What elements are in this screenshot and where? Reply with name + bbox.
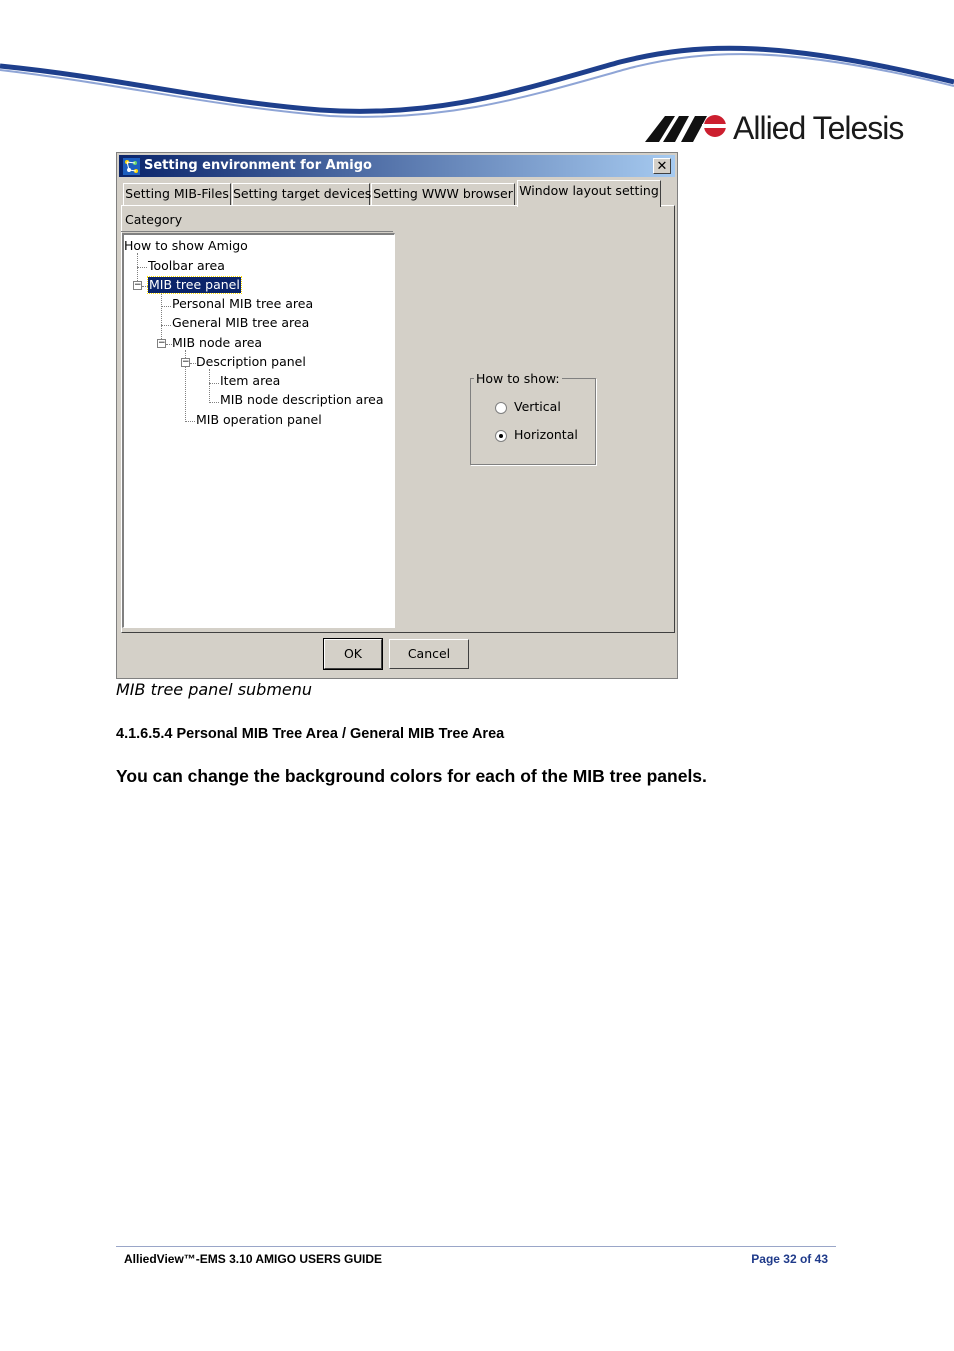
tree-connector — [137, 267, 147, 268]
tree-connector — [209, 402, 219, 403]
dialog-titlebar[interactable] — [119, 155, 675, 177]
tab-window-layout-setting[interactable]: Window layout setting — [517, 180, 661, 207]
tab-setting-www-browser[interactable]: Setting WWW browser — [371, 183, 515, 205]
settings-dialog — [116, 152, 678, 679]
horizontal-label[interactable]: Horizontal — [514, 427, 578, 442]
tree-node-mib-node-description-area[interactable]: MIB node description area — [220, 392, 384, 407]
body-paragraph: You can change the background colors for each of the MIB tree panels. — [116, 766, 707, 786]
tree-node-description-panel[interactable]: Description panel — [196, 354, 306, 369]
tree-node-mib-tree-panel[interactable]: MIB tree panel — [149, 277, 240, 292]
tree-node-how-to-show-amigo[interactable]: How to show Amigo — [124, 238, 248, 253]
tree-connector — [185, 421, 195, 422]
footer-title: AlliedView™-EMS 3.10 AMIGO USERS GUIDE — [124, 1252, 383, 1266]
tree-connector — [161, 325, 171, 326]
tree-connector — [209, 369, 210, 403]
close-button[interactable] — [653, 158, 671, 174]
section-heading: 4.1.6.5.4 Personal MIB Tree Area / General MIB Tree Area — [116, 726, 505, 742]
footer-divider — [116, 1246, 836, 1247]
allied-telesis-logo — [645, 108, 905, 148]
page-number: Page 32 of 43 — [751, 1252, 828, 1266]
collapse-icon[interactable]: − — [134, 280, 142, 290]
category-header: Category — [121, 208, 393, 232]
tree-node-personal-mib-tree-area[interactable]: Personal MIB tree area — [172, 296, 314, 311]
collapse-icon[interactable]: − — [182, 357, 190, 367]
tree-node-mib-operation-panel[interactable]: MIB operation panel — [196, 412, 322, 427]
tab-setting-target-devices[interactable]: Setting target devices — [232, 183, 370, 205]
tab-setting-mib-files[interactable]: Setting MIB-Files — [123, 183, 231, 205]
tree-connector — [161, 306, 171, 307]
collapse-icon[interactable]: − — [158, 338, 166, 348]
vertical-radio[interactable] — [495, 402, 507, 414]
dialog-title: Setting environment for Amigo — [144, 158, 372, 173]
vertical-label[interactable]: Vertical — [514, 399, 561, 414]
tree-node-mib-node-area[interactable]: MIB node area — [172, 335, 263, 350]
tree-node-general-mib-tree-area[interactable]: General MIB tree area — [172, 315, 310, 330]
horizontal-radio[interactable] — [495, 430, 507, 442]
cancel-button[interactable]: Cancel — [389, 639, 469, 669]
figure-caption: MIB tree panel submenu — [116, 680, 313, 699]
category-tree[interactable] — [122, 233, 395, 628]
how-to-show-legend: How to show: — [476, 371, 560, 386]
tree-node-item-area[interactable]: Item area — [220, 373, 281, 388]
logo-mark-icon — [645, 112, 729, 146]
close-icon: ✕ — [656, 158, 668, 174]
how-to-show-group — [470, 378, 596, 465]
app-icon — [123, 158, 140, 175]
tree-connector — [209, 383, 219, 384]
ok-button[interactable]: OK — [324, 639, 382, 669]
tree-node-toolbar-area[interactable]: Toolbar area — [148, 258, 225, 273]
logo-text: Allied Telesis — [733, 110, 904, 146]
